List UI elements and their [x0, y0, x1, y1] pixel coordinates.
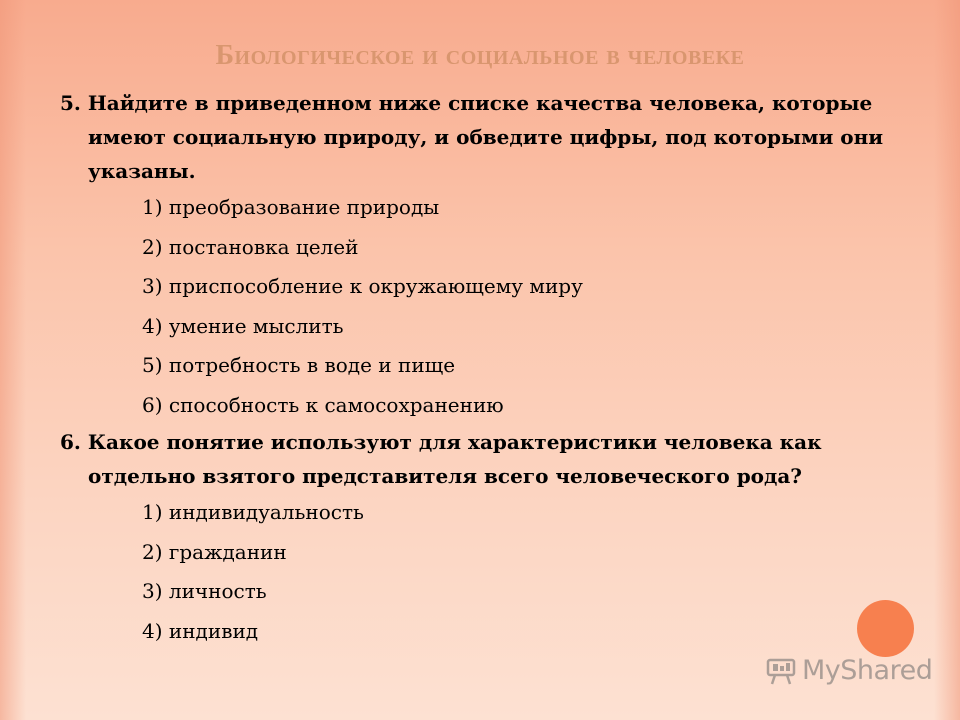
watermark-logo	[766, 655, 932, 686]
question-5-option-2: 2) постановка целей	[142, 234, 359, 259]
question-5-option-5: 5) потребность в воде и пище	[142, 353, 456, 377]
question-5-option-1: 1) преобразование природы	[142, 195, 440, 219]
question-5-option-6: 6) способность к самосохранению	[142, 392, 504, 417]
decorative-circle	[857, 600, 914, 657]
left-edge-shade	[0, 0, 26, 720]
right-edge-shade	[934, 0, 960, 720]
watermark-text: MyShared	[802, 655, 933, 686]
slide-content	[60, 86, 890, 651]
presentation-board-icon	[766, 657, 796, 685]
question-5-options	[60, 188, 890, 425]
slide-title: Биологическое и социальное в человеке	[215, 40, 745, 71]
question-6-option-4: 4) индивид	[142, 618, 259, 643]
question-6: 6. Какое понятие используют для характеристики человека как отдельно взятого представителя всего человеческого рода?	[60, 430, 822, 488]
question-6-option-2: 2) гражданин	[142, 539, 287, 564]
question-6-option-3: 3) личность	[142, 579, 267, 603]
question-5-option-3: 3) приспособление к окружающему миру	[142, 274, 583, 298]
question-5: 5. Найдите в приведенном ниже списке качества человека, которые имеют социальную природу, и обведите цифры, под которыми они указаны.	[60, 91, 884, 183]
question-6-options	[60, 493, 890, 651]
question-6-option-1: 1) индивидуальность	[142, 500, 364, 524]
question-5-option-4: 4) умение мыслить	[142, 313, 344, 338]
